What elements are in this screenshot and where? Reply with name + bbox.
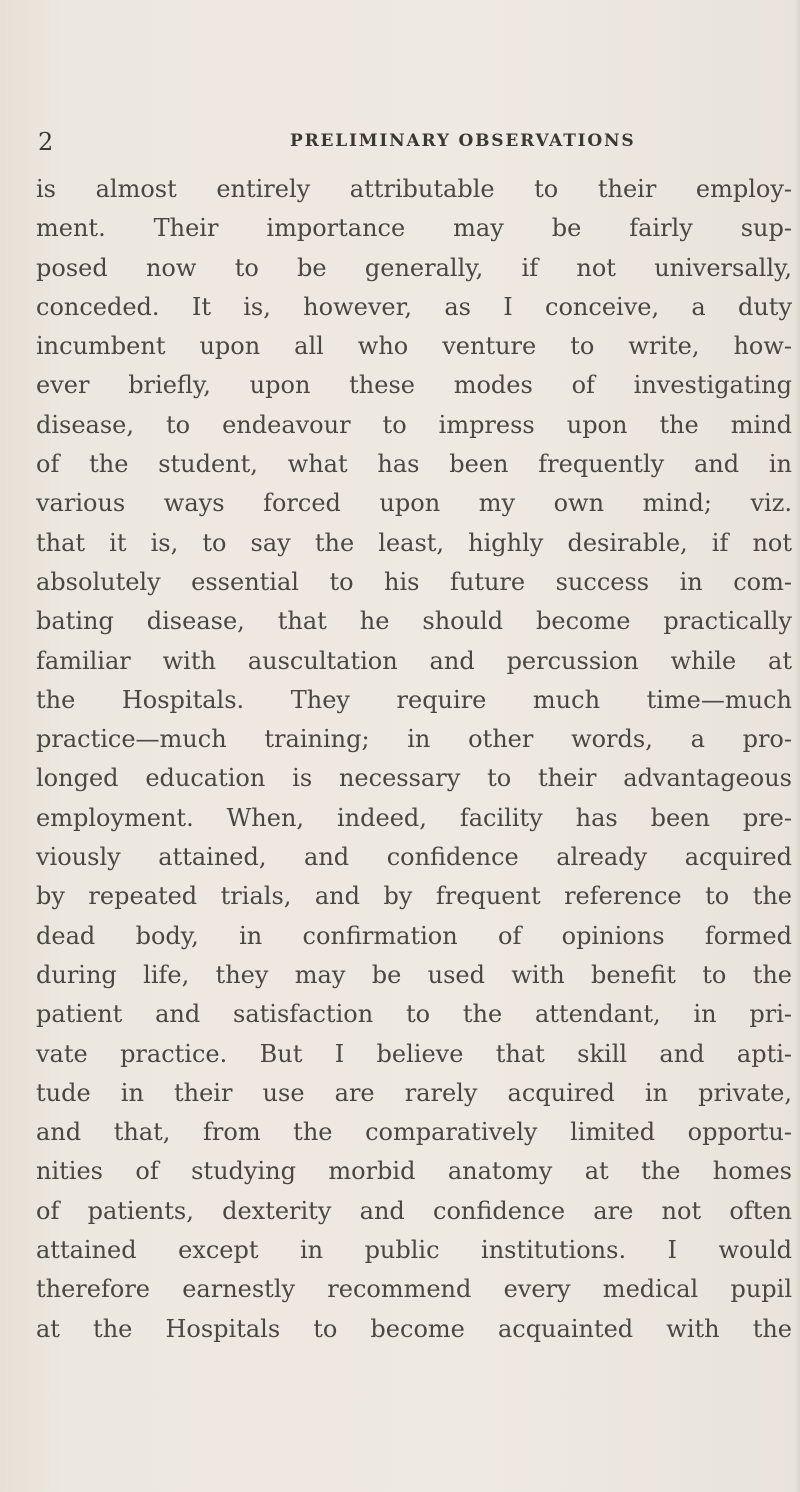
text-line: patient and satisfaction to the attendant, in pri-: [36, 1000, 792, 1029]
text-line: posed now to be generally, if not universally,: [36, 253, 792, 282]
text-line: nities of studying morbid anatomy at the homes: [36, 1157, 792, 1186]
text-line: incumbent upon all who venture to write, how-: [36, 332, 792, 361]
text-line: and that, from the comparatively limited opportu-: [36, 1118, 792, 1147]
text-line: is almost entirely attributable to their employ-: [36, 175, 792, 203]
text-line: that it is, to say the least, highly desirable, if not: [36, 528, 792, 557]
text-line: practice—much training; in other words, a pro-: [36, 725, 792, 754]
text-line: dead body, in confirmation of opinions formed: [36, 921, 792, 950]
text-line: vate practice. But I believe that skill and apti-: [36, 1039, 792, 1068]
text-line: tude in their use are rarely acquired in private,: [36, 1078, 792, 1107]
text-line: ment. Their importance may be fairly sup-: [36, 214, 792, 243]
page-header: [0, 128, 800, 158]
text-line: bating disease, that he should become practically: [36, 607, 792, 636]
body-text: [36, 170, 792, 1349]
text-line: employment. When, indeed, facility has been pre-: [36, 803, 792, 832]
text-line: the Hospitals. They require much time—much: [36, 685, 792, 714]
text-line: during life, they may be used with benefit to the: [36, 960, 792, 989]
text-line: disease, to endeavour to impress upon the mind: [36, 410, 792, 439]
text-line: at the Hospitals to become acquainted with the: [36, 1314, 792, 1343]
text-line: absolutely essential to his future success in com-: [36, 567, 792, 596]
text-line: various ways forced upon my own mind; viz.: [36, 489, 792, 518]
text-line: familiar with auscultation and percussion while at: [36, 646, 792, 675]
running-head: PRELIMINARY OBSERVATIONS: [290, 131, 636, 151]
text-line: conceded. It is, however, as I conceive, a duty: [36, 292, 792, 321]
text-line: of patients, dexterity and confidence are not often: [36, 1196, 792, 1225]
text-line: attained except in public institutions. I would: [36, 1236, 792, 1265]
text-line: ever briefly, upon these modes of investigating: [36, 371, 792, 400]
text-line: viously attained, and confidence already acquired: [36, 843, 792, 872]
page-edge-shadow: [794, 0, 800, 1492]
text-line: longed education is necessary to their advantageous: [36, 764, 792, 793]
text-line: of the student, what has been frequently and in: [36, 450, 792, 479]
text-line: by repeated trials, and by frequent reference to the: [36, 882, 792, 911]
page-number: 2: [38, 128, 54, 156]
text-line: therefore earnestly recommend every medical pupil: [36, 1275, 792, 1304]
